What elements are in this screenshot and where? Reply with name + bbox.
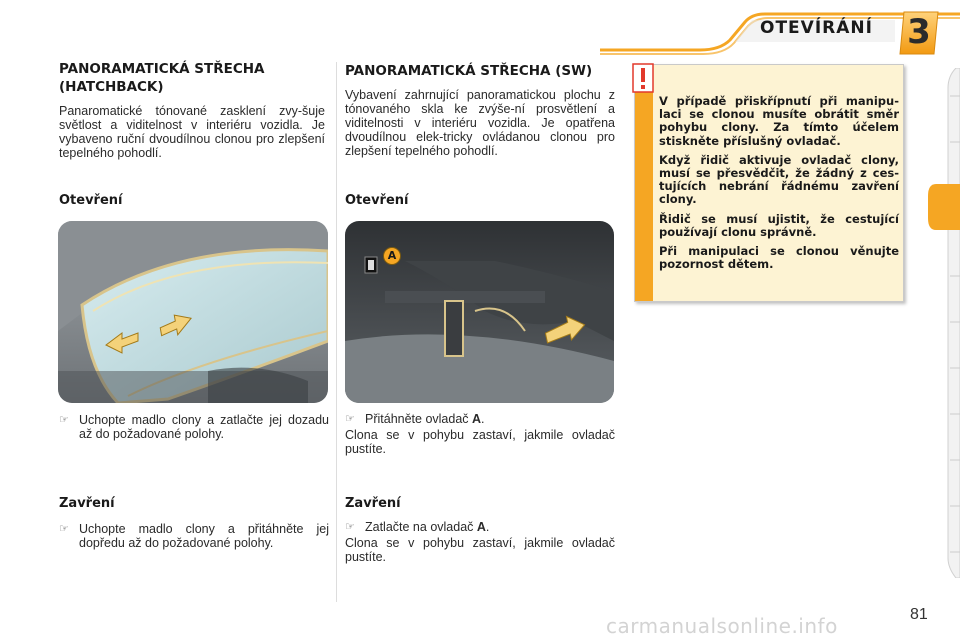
right-open-bullet-suffix: . (481, 412, 485, 426)
right-open-bullet-text: Přitáhněte ovladač (365, 412, 473, 426)
right-open-bullet-key: A (472, 412, 482, 426)
sw-control-photo (345, 221, 614, 403)
bullet-marker-icon: ☞ (59, 523, 69, 535)
left-close-title: Zavření (59, 496, 115, 511)
chapter-title: OTEVÍRÁNÍ (760, 18, 873, 38)
right-close-note: Clona se v pohybu zastaví, jakmile ovladač pustíte. (345, 536, 615, 564)
right-close-bullet-suffix: . (485, 520, 490, 534)
warning-accent-bar (635, 65, 653, 301)
chapter-tabs (920, 68, 960, 578)
left-intro: Panaromatické tónované zasklení zvy-šuje světlost a viditelnost v interiéru vozidla. Je vybaveno ruční dvoudílnou clonou pro zlepšení tepelného pohodlí. (59, 104, 325, 160)
left-heading (59, 60, 329, 96)
column-divider (336, 62, 337, 602)
hatchback-roof-photo (58, 221, 328, 403)
right-heading: PANORAMATICKÁ STŘECHA (SW) (345, 63, 593, 79)
warning-box (634, 64, 904, 302)
warning-text (659, 95, 899, 277)
control-a-label: A (383, 247, 401, 265)
right-open-note: Clona se v pohybu zastaví, jakmile ovladač pustíte. (345, 428, 615, 456)
left-heading-line1: PANORAMATICKÁ STŘECHA (59, 61, 265, 77)
right-intro: Vybavení zahrnující panoramatickou plochu z tónovaného skla ke zvýše-ní prosvětlení a viditelnosti v interiéru vozidla. Je opatřena dvoudílnou elek-tricky ovládanou clonou pro zlepšení tepelného pohodlí. (345, 88, 615, 158)
left-close-bullet-text: Uchopte madlo clony a přitáhněte jej dopředu až do požadované polohy. (79, 522, 329, 550)
watermark: carmanualsonline.info (606, 614, 838, 638)
chapter-number: 3 (907, 12, 931, 52)
warning-paragraph: Když řidič aktivuje ovladač clony, musí se přesvědčit, že žádný z ces-tujících nebrání řádnému zavření clony. (659, 152, 899, 207)
warning-paragraph: V případě přiskřípnutí při manipu-laci se clonou musíte obrátit směr pohybu clony. Za tímto účelem stiskněte příslušný ovladač. (659, 94, 899, 148)
bullet-marker-icon: ☞ (345, 413, 355, 425)
right-open-title: Otevření (345, 193, 409, 208)
right-close-bullet (345, 520, 615, 534)
left-open-bullet (59, 413, 329, 441)
warning-paragraph: Řidič se musí ujistit, že cestující používají clonu správně. (659, 211, 899, 239)
right-close-bullet-text: Zatlačte na ovladač (365, 520, 477, 534)
chapter-badge (898, 10, 940, 56)
right-close-title: Zavření (345, 496, 401, 511)
left-close-bullet (59, 522, 329, 550)
exclamation-icon (632, 63, 654, 93)
left-open-title: Otevření (59, 193, 123, 208)
bullet-marker-icon: ☞ (59, 414, 69, 426)
warning-paragraph: Při manipulaci se clonou věnujte pozornost dětem. (659, 244, 899, 272)
right-close-bullet-key: A (476, 520, 486, 534)
bullet-marker-icon: ☞ (345, 521, 355, 533)
page-number: 81 (910, 606, 928, 623)
page-header (0, 0, 960, 60)
left-open-bullet-text: Uchopte madlo clony a zatlačte jej dozadu až do požadované polohy. (79, 413, 329, 441)
right-open-bullet (345, 412, 615, 426)
left-heading-line2: (HATCHBACK) (59, 79, 164, 95)
